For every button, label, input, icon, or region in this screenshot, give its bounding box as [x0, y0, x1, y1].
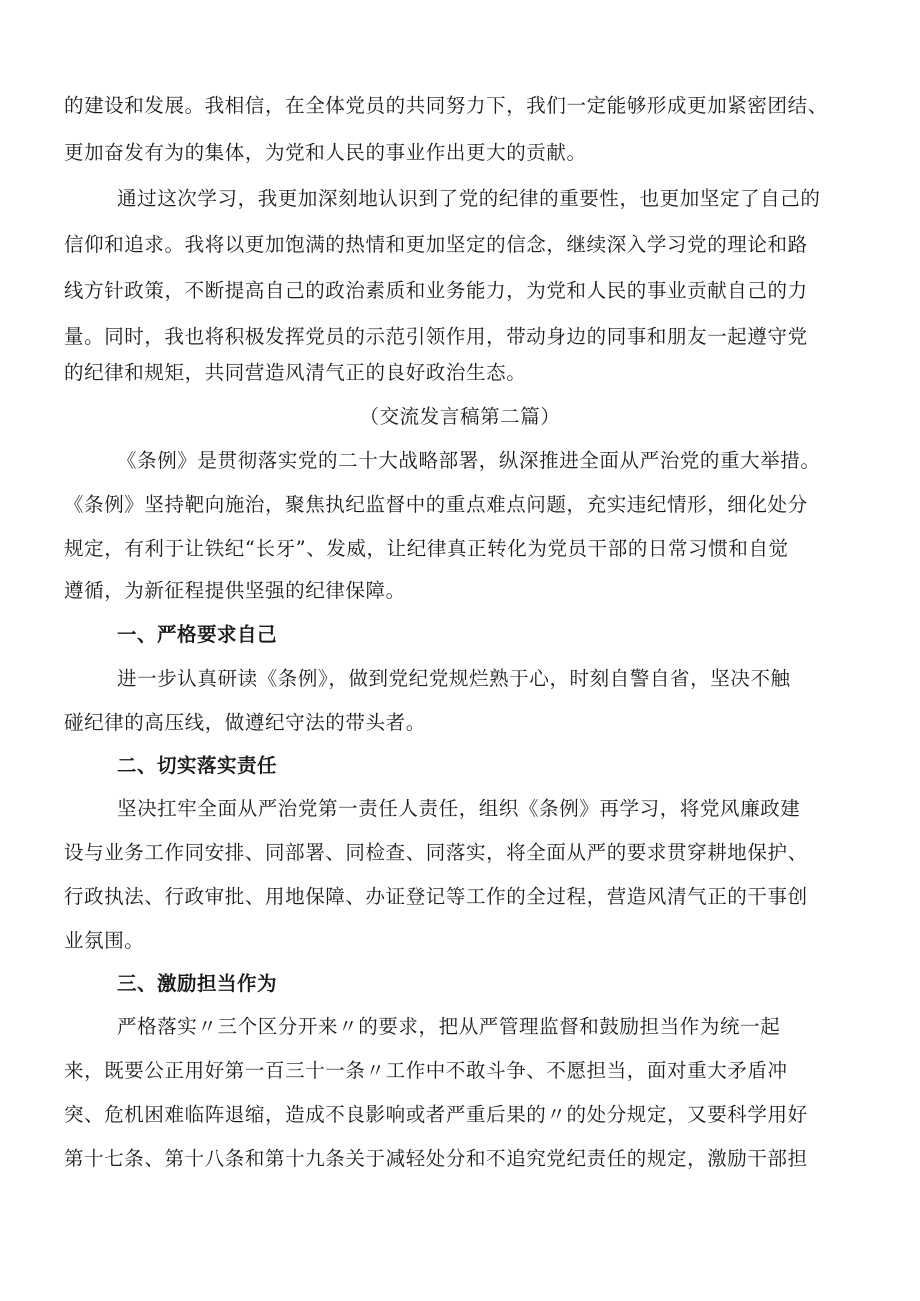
heading-3: 三、激励担当作为: [117, 972, 278, 995]
heading-2: 二、切实落实责任: [117, 754, 278, 777]
paragraph-line: 规定，有利于让铁纪“长牙”、发威，让纪律真正转化为党员干部的日常习惯和自觉: [64, 537, 789, 560]
paragraph-line: 来，既要公正用好第一百三十一条〃工作中不敢斗争、不愿担当，面对重大矛盾冲: [64, 1059, 788, 1082]
paragraph-line: 严格落实〃三个区分开来〃的要求，把从严管理监督和鼓励担当作为统一起: [117, 1015, 781, 1038]
paragraph-line: 线方针政策，不断提高自己的政治素质和业务能力，为党和人民的事业贡献自己的力: [64, 279, 808, 302]
paragraph-line: 进一步认真研读《条例》，做到党纪党规烂熟于心，时刻自警自省，坚决不触: [117, 667, 791, 690]
heading-1: 一、严格要求自己: [117, 623, 278, 646]
paragraph-line: 《条例》是贯彻落实党的二十大战略部署，纵深推进全面从严治党的重大举措。: [117, 449, 821, 472]
paragraph-line: 信仰和追求。我将以更加饱满的热情和更加坚定的信念，继续深入学习党的理论和路: [64, 233, 808, 256]
paragraph-line: 更加奋发有为的集体，为党和人民的事业作出更大的贡献。: [64, 141, 587, 164]
section-title: （交流发言稿第二篇）: [359, 405, 561, 428]
paragraph-line: 通过这次学习，我更加深刻地认识到了党的纪律的重要性，也更加坚定了自己的: [117, 187, 821, 210]
paragraph-line: 《条例》坚持靶向施治，聚焦执纪监督中的重点难点问题，充实违纪情形，细化处分: [64, 493, 808, 516]
paragraph-line: 遵循，为新征程提供坚强的纪律保障。: [64, 579, 406, 602]
paragraph-line: 业氛围。: [64, 929, 145, 952]
paragraph-line: 坚决扛牢全面从严治党第一责任人责任，组织《条例》再学习，将党风廉政建: [117, 797, 801, 820]
paragraph-line: 突、危机困难临阵退缩，造成不良影响或者严重后果的〃的处分规定，又要科学用好: [64, 1103, 808, 1126]
paragraph-line: 量。同时，我也将积极发挥党员的示范引领作用，带动身边的同事和朋友一起遵守党: [64, 325, 808, 348]
paragraph-line: 碰纪律的高压线，做遵纪守法的带头者。: [64, 711, 426, 734]
paragraph-line: 第十七条、第十八条和第十九条关于减轻处分和不追究党纪责任的规定，激励干部担: [64, 1147, 808, 1170]
paragraph-line: 的建设和发展。我相信，在全体党员的共同努力下，我们一定能够形成更加紧密团结、: [64, 94, 828, 117]
paragraph-line: 的纪律和规矩，共同营造风清气正的良好政治生态。: [64, 361, 527, 384]
paragraph-line: 设与业务工作同安排、同部署、同检查、同落实，将全面从严的要求贯穿耕地保护、: [64, 841, 808, 864]
paragraph-line: 行政执法、行政审批、用地保障、办证登记等工作的全过程，营造风清气正的干事创: [64, 885, 808, 908]
